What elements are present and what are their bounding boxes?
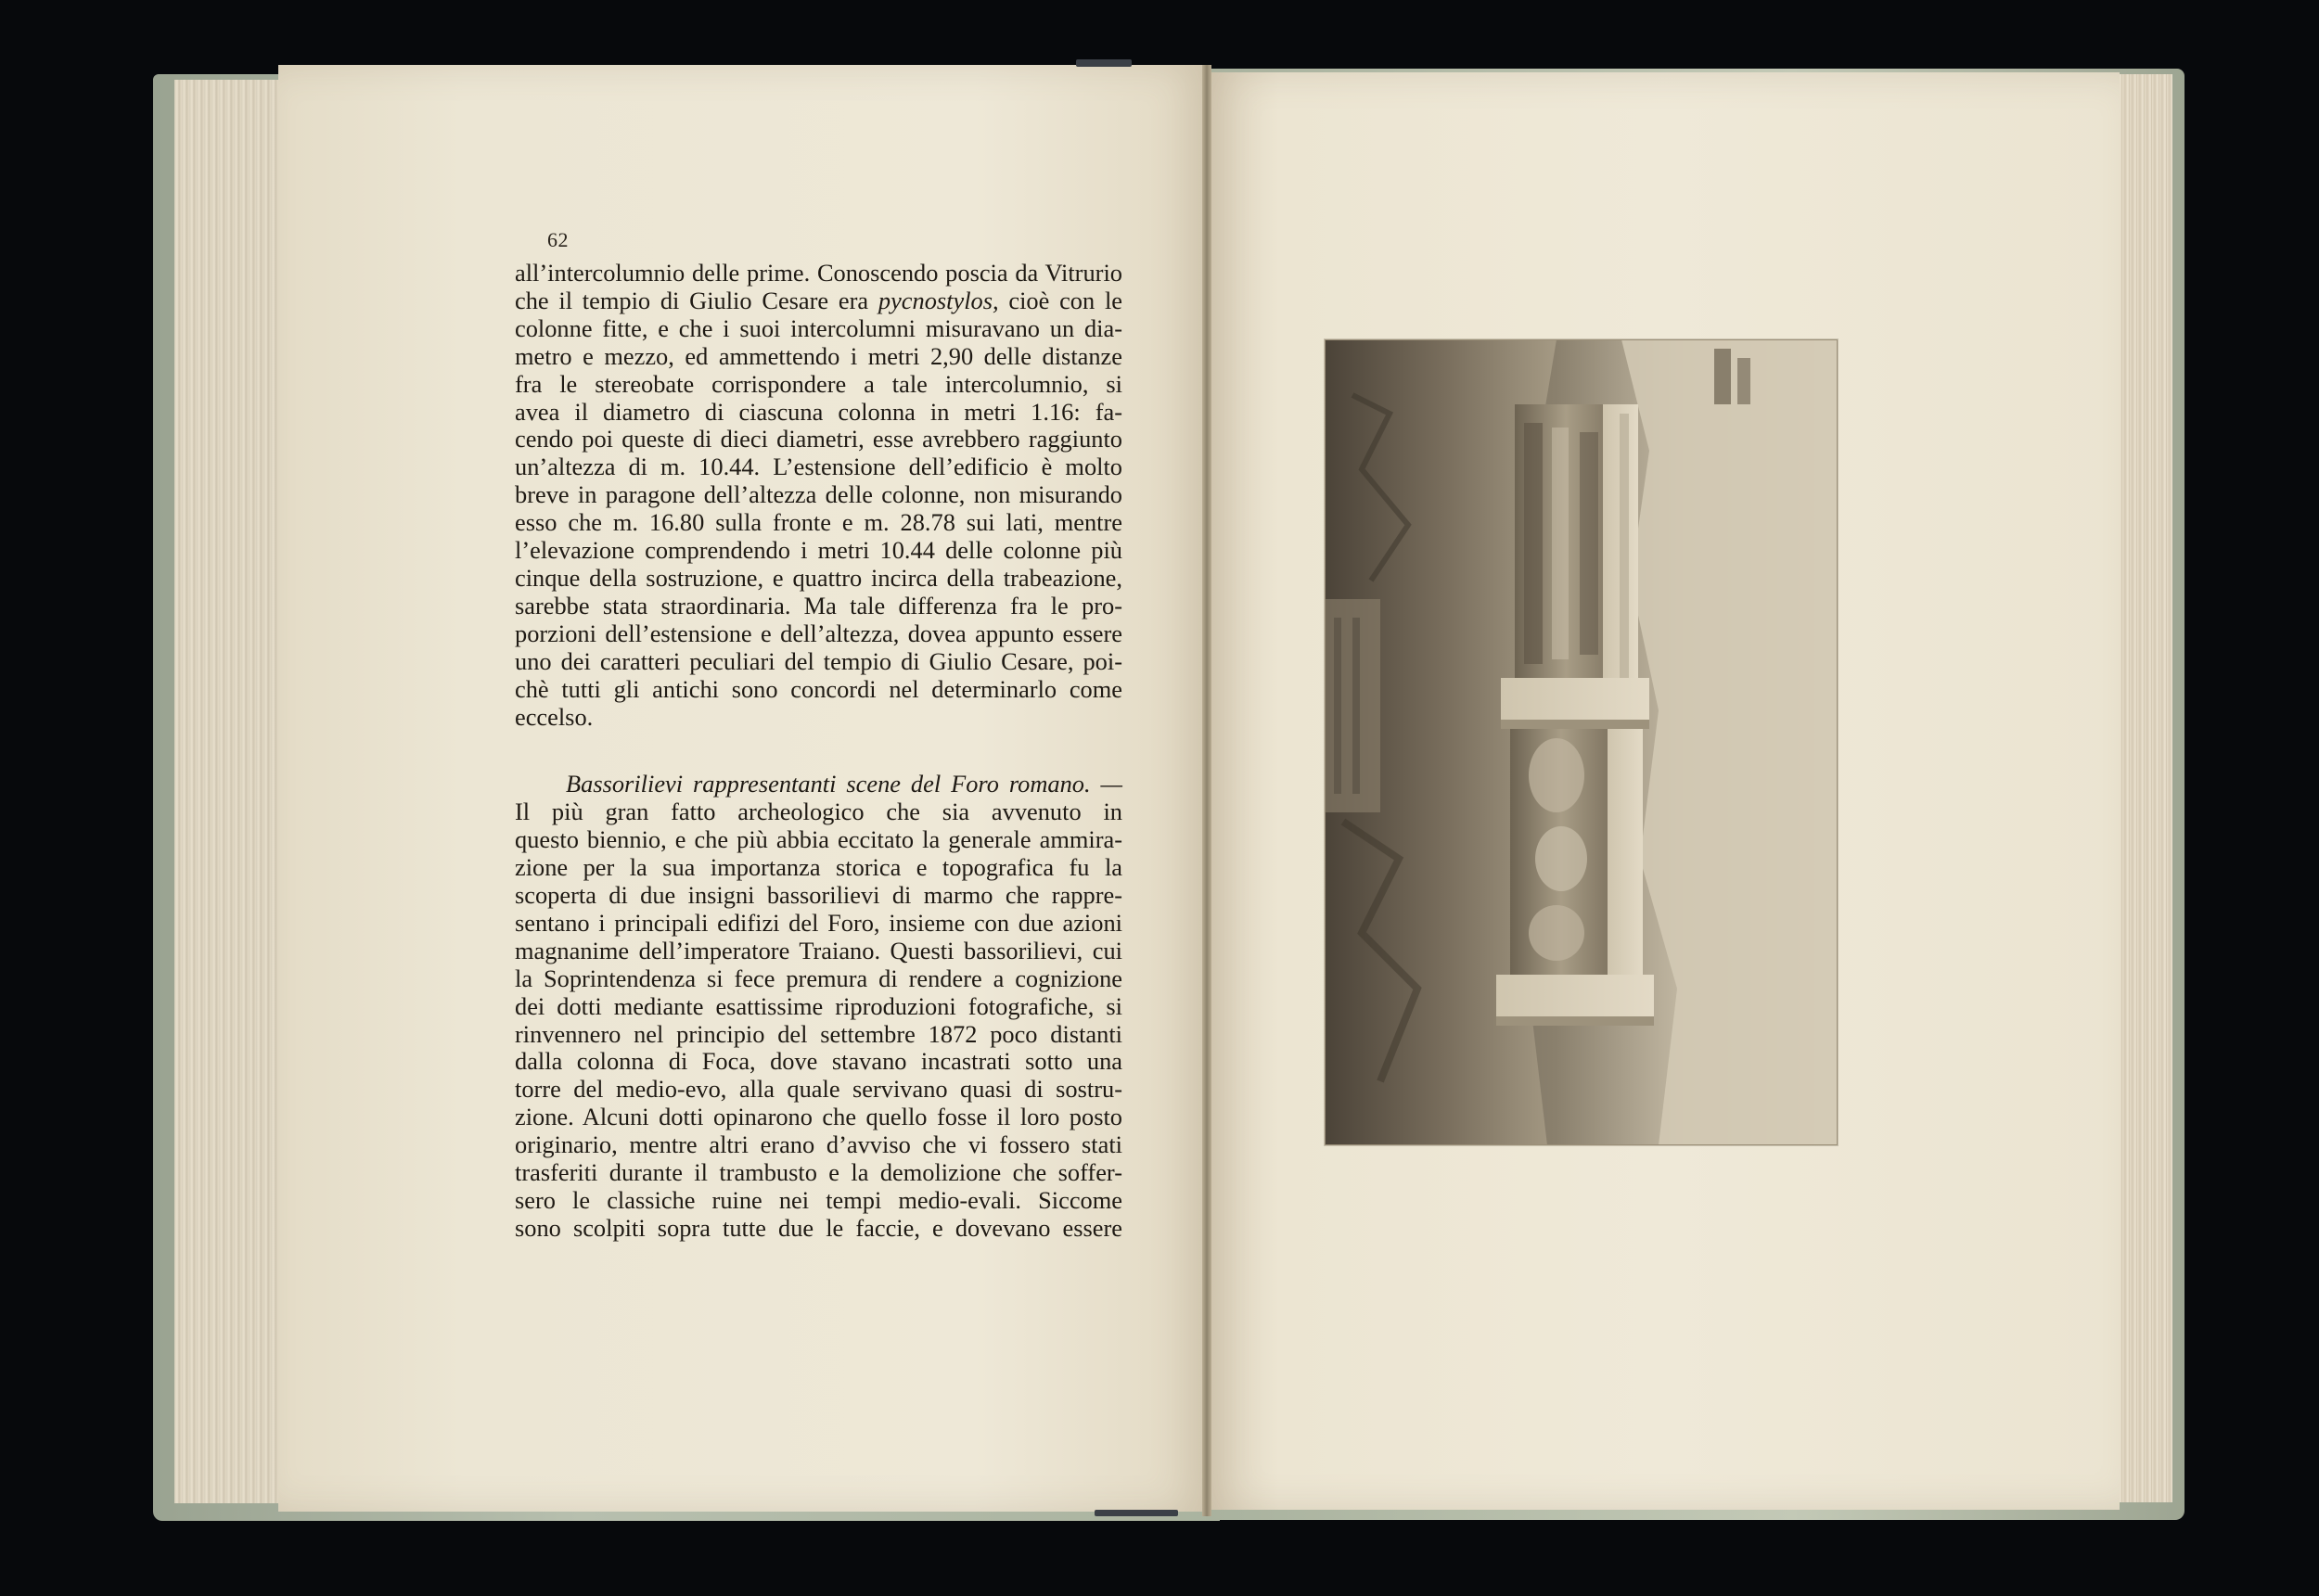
text-segment: che il tempio di Giulio Cesare era	[515, 286, 878, 314]
binding-tape-top	[1076, 59, 1132, 67]
text-line: all’intercolumnio delle prime. Conoscendo poscia da Vitrurio	[515, 259, 1122, 287]
page-number: 62	[547, 228, 569, 251]
text-segment: cioè con le	[998, 286, 1122, 314]
text-line: dalla colonna di Foca, dove stavano incastrati sotto una	[515, 1047, 1122, 1076]
text-line: un’altezza di m. 10.44. L’estensione dell’edificio è molto	[515, 453, 1122, 481]
text-line: scoperta di due insigni bassorilievi di marmo che rappre-	[515, 881, 1122, 910]
book-gutter	[1202, 65, 1211, 1516]
text-line: dei dotti mediante esattissime riproduzioni fotografiche, si	[515, 991, 1122, 1020]
text-line: magnanime dell’imperatore Traiano. Questi bassorilievi, cui	[515, 936, 1122, 964]
text-line: sono scolpiti sopra tutte due le faccie, e dovevano essere	[515, 1213, 1122, 1242]
text-line: eccelso.	[515, 702, 594, 731]
text-line: sentano i principali edifizi del Foro, insieme con due azioni	[515, 908, 1122, 937]
text-line: breve in paragone dell’altezza delle colonne, non misurando	[515, 480, 1122, 509]
section-heading	[515, 771, 1122, 798]
text-line-with-italic	[515, 287, 1122, 315]
text-line: fra le stereobate corrispondere a tale intercolumnio, si	[515, 369, 1122, 398]
text-line: chè tutti gli antichi sono concordi nel determinarlo come	[515, 674, 1122, 703]
italic-term: pycnostylos,	[878, 286, 999, 314]
text-line: torre del medio-evo, alla quale servivano quasi di sostru-	[515, 1075, 1122, 1104]
mounted-photograph	[1325, 339, 1838, 1145]
text-line: sarebbe stata straordinaria. Ma tale differenza fra le pro-	[515, 591, 1122, 619]
text-line: la Soprintendenza si fece premura di rendere a cognizione	[515, 964, 1122, 992]
photograph-image	[1325, 339, 1838, 1145]
text-line: sero le classiche ruine nei tempi medio-evali. Siccome	[515, 1186, 1122, 1214]
page-edges-right	[2115, 74, 2172, 1502]
text-line: questo biennio, e che più abbia eccitato la generale ammira-	[515, 825, 1122, 854]
binding-tape-bottom	[1095, 1510, 1178, 1516]
text-line: avea il diametro di ciascuna colonna in metri 1.16: fa-	[515, 397, 1122, 426]
text-line: porzioni dell’estensione e dell’altezza, dovea appunto essere	[515, 619, 1122, 647]
text-line: cendo poi queste di dieci diametri, esse avrebbero raggiunto	[515, 425, 1122, 453]
text-line: colonne fitte, e che i suoi intercolumni misuravano un dia-	[515, 313, 1122, 342]
text-line: cinque della sostruzione, e quattro incirca della trabeazione,	[515, 563, 1122, 592]
text-line: zione. Alcuni dotti opinarono che quello fosse il loro posto	[515, 1103, 1122, 1131]
section-heading-text: Bassorilievi rappresentanti scene del Foro romano. —	[566, 770, 1122, 798]
paragraph-gap	[515, 731, 1122, 771]
text-line: metro e mezzo, ed ammettendo i metri 2,90 delle distanze	[515, 341, 1122, 370]
text-line: rinvennero nel principio del settembre 1872 poco distanti	[515, 1019, 1122, 1048]
text-line: l’elevazione comprendendo i metri 10.44 delle colonne più	[515, 536, 1122, 565]
text-line: originario, mentre altri erano d’avviso che vi fossero stati	[515, 1130, 1122, 1159]
body-text	[515, 260, 1122, 1243]
text-line: Il più gran fatto archeologico che sia avvenuto in	[515, 798, 1122, 826]
text-line: trasferiti durante il trambusto e la demolizione che soffer-	[515, 1158, 1122, 1187]
text-line: zione per la sua importanza storica e topografica fu la	[515, 853, 1122, 882]
text-line: esso che m. 16.80 sulla fronte e m. 28.78 sui lati, mentre	[515, 508, 1122, 537]
text-line: uno dei caratteri peculiari del tempio di Giulio Cesare, poi-	[515, 646, 1122, 675]
page-edges-left	[174, 80, 286, 1503]
